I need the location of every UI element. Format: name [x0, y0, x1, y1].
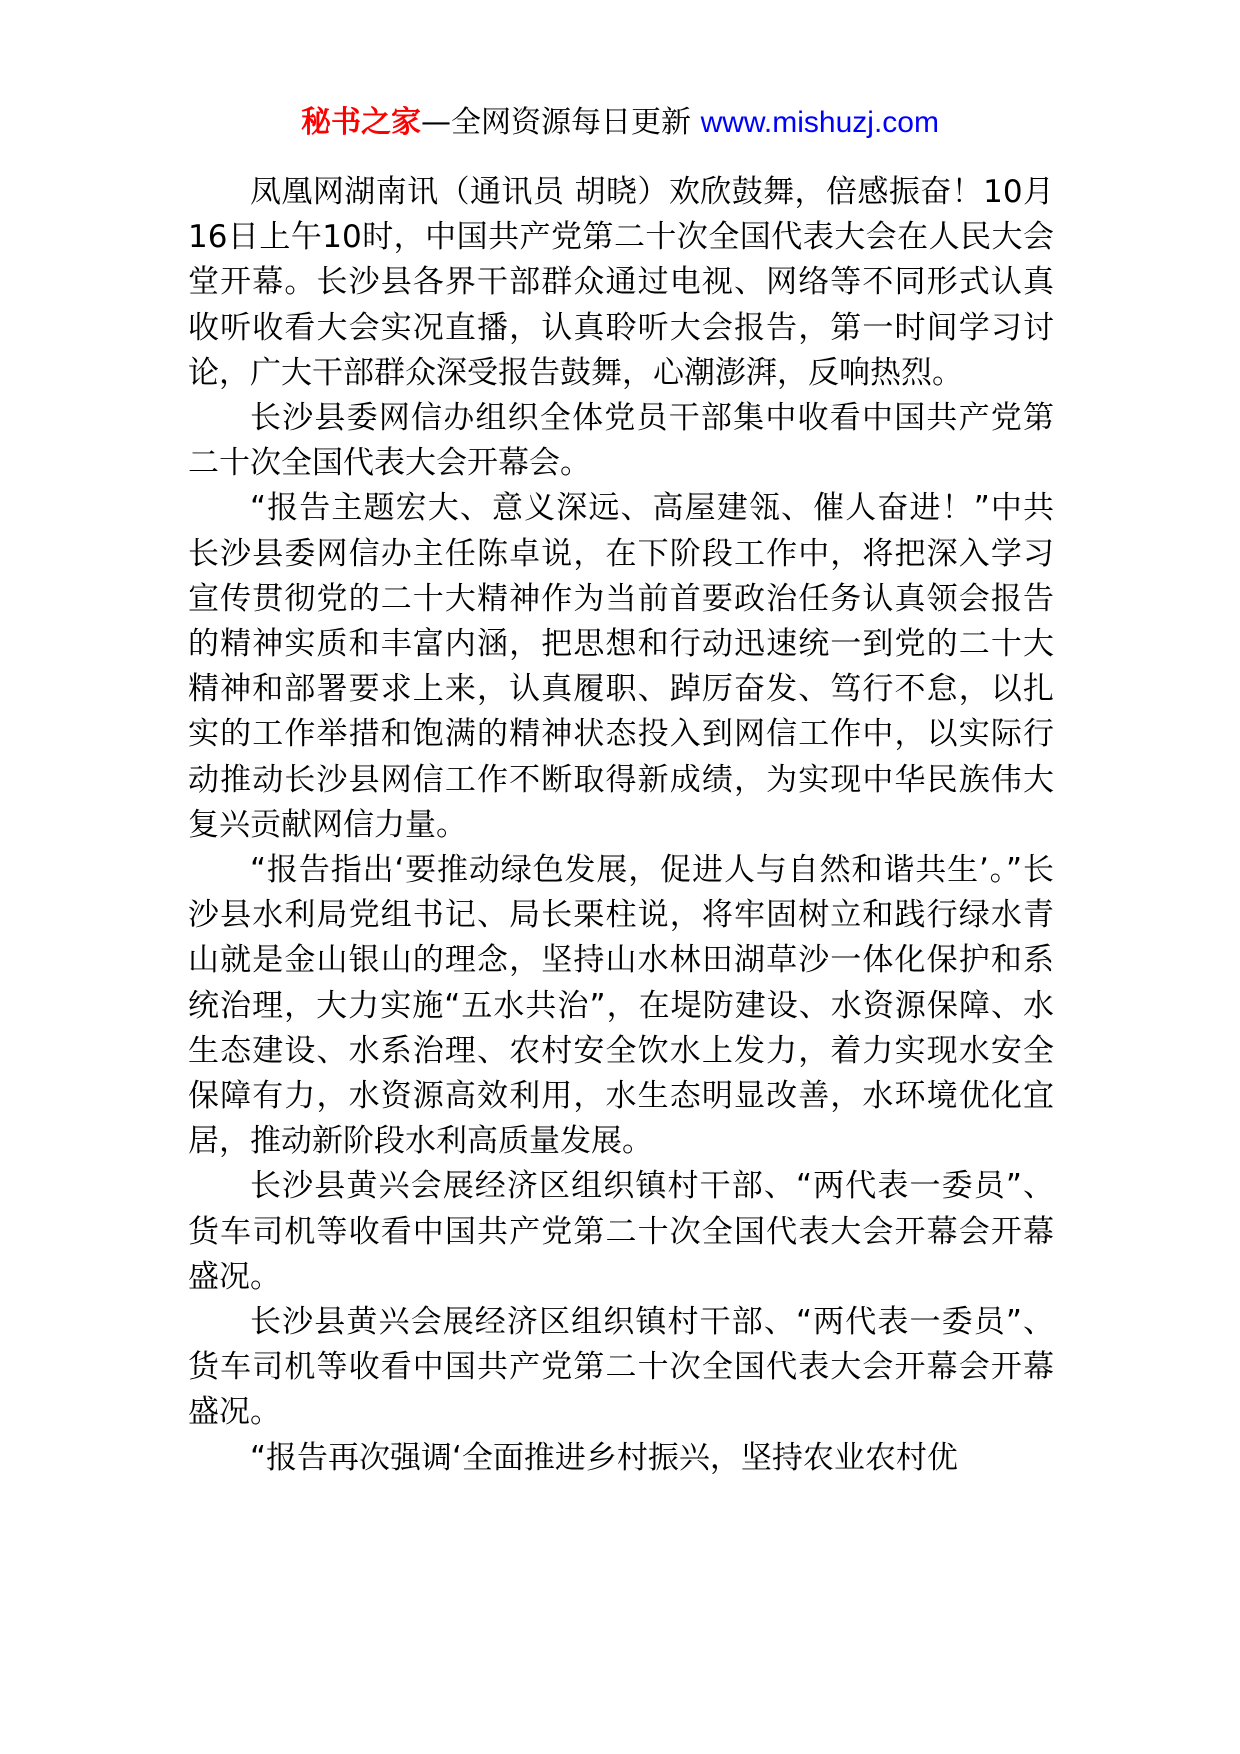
header-tagline: —全网资源每日更新	[421, 105, 701, 140]
page-header	[0, 103, 1240, 143]
brand-name: 秘书之家	[301, 105, 422, 140]
paragraph: 长沙县委网信办组织全体党员干部集中收看中国共产党第二十次全国代表大会开幕会。	[188, 400, 1054, 482]
paragraph: 长沙县黄兴会展经济区组织镇村干部、“两代表一委员”、货车司机等收看中国共产党第二十次全国代表大会开幕会开幕盛况。	[188, 1168, 1054, 1295]
website-link[interactable]: www.mishuzj.com	[700, 106, 939, 139]
paragraph: 长沙县黄兴会展经济区组织镇村干部、“两代表一委员”、货车司机等收看中国共产党第二十次全国代表大会开幕会开幕盛况。	[188, 1304, 1054, 1431]
paragraph: “报告指出‘要推动绿色发展，促进人与自然和谐共生’。”长沙县水利局党组书记、局长栗柱说，将牢固树立和践行绿水青山就是金山银山的理念，坚持山水林田湖草沙一体化保护和系统治理，大力实施“五水共治”，在堤防建设、水资源保障、水生态建设、水系治理、农村安全饮水上发力，着力实现水安全保障有力，水资源高效利用，水生态明显改善，水环境优化宜居，推动新阶段水利高质量发展。	[188, 852, 1054, 1160]
article-body	[188, 170, 1054, 1481]
paragraph: “报告再次强调‘全面推进乡村振兴，坚持农业农村优	[250, 1439, 958, 1476]
paragraph: 凤凰网湖南讯（通讯员 胡晓）欢欣鼓舞，倍感振奋！10月16日上午10时，中国共产党第二十次全国代表大会在人民大会堂开幕。长沙县各界干部群众通过电视、网络等不同形式认真收听收看大会实况直播，认真聆听大会报告，第一时间学习讨论，广大干部群众深受报告鼓舞，心潮澎湃，反响热烈。	[188, 174, 1054, 391]
paragraph: “报告主题宏大、意义深远、高屋建瓴、催人奋进！”中共长沙县委网信办主任陈卓说，在下阶段工作中，将把深入学习宣传贯彻党的二十大精神作为当前首要政治任务认真领会报告的精神实质和丰富内涵，把思想和行动迅速统一到党的二十大精神和部署要求上来，认真履职、踔厉奋发、笃行不怠，以扎实的工作举措和饱满的精神状态投入到网信工作中，以实际行动推动长沙县网信工作不断取得新成绩，为实现中华民族伟大复兴贡献网信力量。	[188, 490, 1054, 843]
